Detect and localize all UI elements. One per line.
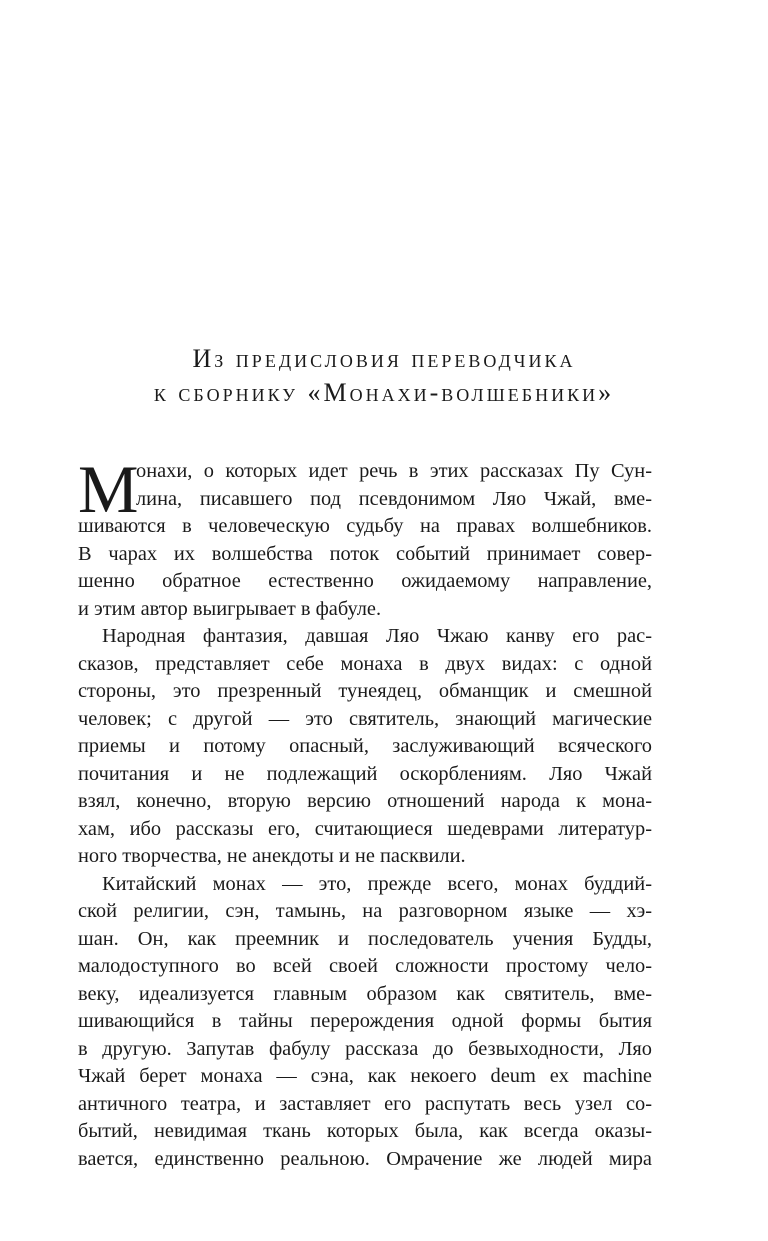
body-text (78, 451, 652, 1173)
text-line: онахи, о которых идет речь в этих рассказах Пу Сун- (136, 460, 652, 482)
text-line: стороны, это презренный тунеядец, обманщик и смешной (78, 680, 652, 702)
heading-line-2: к сборнику «Монахи-волшебники» (153, 378, 615, 407)
text-line: шенно обратное естественно ожидаемому направление, (78, 570, 652, 592)
text-line: лина, писавшего под псевдонимом Ляо Чжай, вме- (136, 487, 652, 510)
text-line: веку, идеализуется главным образом как святитель, вме- (78, 982, 652, 1005)
text-line: почитания и не подлежащий оскорблениям. Ляо Чжай (78, 762, 652, 785)
text-line: взял, конечно, вторую версию отношений народа к мона- (78, 790, 652, 812)
text-line: бытий, невидимая ткань которых была, как всегда оказы- (78, 1120, 652, 1142)
heading-line-1: Из предисловия переводчика (192, 344, 576, 373)
text-line: шиваются в человеческую судьбу на правах волшебников. (78, 515, 652, 537)
text-line: в другую. Запутав фабулу рассказа до безвыходности, Ляо (78, 1037, 652, 1060)
text-line: шивающийся в тайны перерождения одной формы бытия (78, 1010, 652, 1032)
text-line: В чарах их волшебства поток событий принимает совер- (78, 542, 652, 565)
text-line: человек; с другой — это святитель, знающий магические (78, 707, 652, 730)
text-line: Народная фантазия, давшая Ляо Чжаю канву его рас- (102, 625, 652, 647)
text-line: вается, единственно реальною. Омрачение же людей мира (78, 1147, 652, 1170)
chapter-heading (60, 342, 708, 410)
text-line: сказов, представляет себе монаха в двух видах: с одной (78, 652, 652, 675)
text-line: Китайский монах — это, прежде всего, монах буддий- (102, 872, 652, 895)
text-line: шан. Он, как преемник и последователь учения Будды, (78, 927, 652, 950)
drop-cap: М (78, 451, 139, 527)
text-line: малодоступного во всей своей сложности простому чело- (78, 955, 652, 977)
text-line: ного творчества, не анекдоты и не пасквили. (78, 845, 466, 867)
text-line: хам, ибо рассказы его, считающиеся шедеврами литератур- (78, 817, 652, 840)
text-line: приемы и потому опасный, заслуживающий всяческого (78, 735, 652, 757)
text-line: античного театра, и заставляет его распутать весь узел со- (78, 1092, 652, 1115)
text-line: Чжай берет монаха — сэна, как некоего deum ex machine (78, 1065, 652, 1087)
text-line: ской религии, сэн, тамынь, на разговорном языке — хэ- (78, 900, 652, 922)
text-line: и этим автор выигрывает в фабуле. (78, 597, 382, 620)
